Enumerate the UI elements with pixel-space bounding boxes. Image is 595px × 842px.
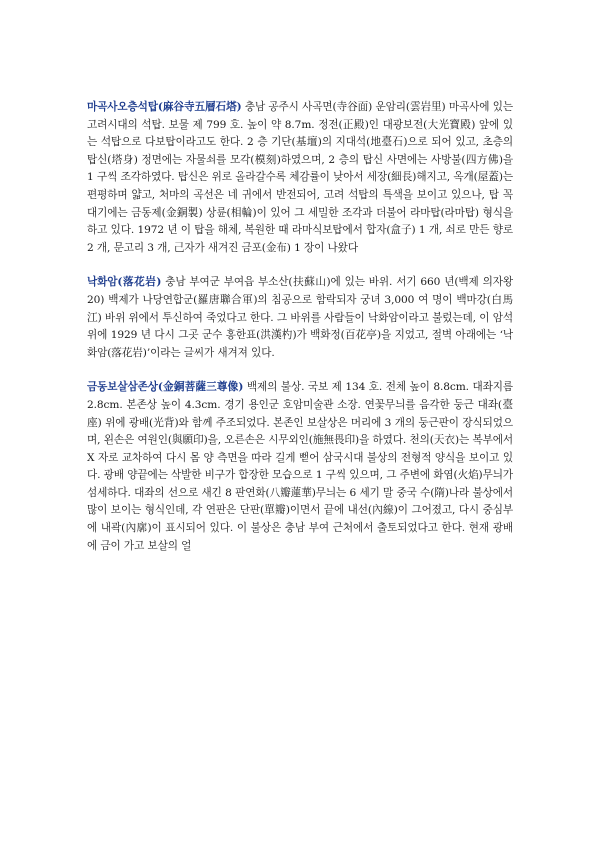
entry-body: 백제의 불상. 국보 제 134 호. 전체 높이 8.8cm. 대좌지름 2.8cm. 본존상 높이 4.3cm. 경기 용인군 호암미술관 소장. 연꽃무늬를 음각한 둥근 대좌(臺座) 위에 광배(光背)와 함께 주조되었다. 본존인 보살상은 머리에 3 개의 둥근판이 장식되었으며, 왼손은 여원인(與願印)을, 오른손은 시무외인(施無畏印)을 하였다. 천의(天衣)는 복부에서 X 자로 교차하여 다시 몸 양 측면을 따라 길게 뻗어 삼국시대 불상의 전형적 양식을 보이고 있다. 광배 양끝에는 삭발한 비구가 합장한 모습으로 1 구씩 있으며, 그 주변에 화염(火焰)무늬가 섬세하다. 대좌의 선으로 새긴 8 판연화(八瓣蓮華)무늬는 6 세기 말 중국 수(隋)나라 불상에서 많이 보이는 형식인데, 각 연판은 단판(單瓣)이면서 끝에 내선(內線)이 그어졌고, 다시 중심부에 내곽(內廓)이 표시되어 있다. 이 불상은 충남 부여 근처에서 출토되었다고 한다. 현재 광배에 금이 가고 보살의 얼: [87, 381, 513, 552]
entry-heading: 낙화암(落花岩): [87, 276, 162, 289]
entry-body: 충남 부여군 부여읍 부소산(扶蘇山)에 있는 바위. 서기 660 년(백제 의자왕 20) 백제가 나당연합군(羅唐聯合軍)의 침공으로 함락되자 궁녀 3,000 여 명이 백마강(白馬江) 바위 위에서 투신하여 죽었다고 한다. 그 바위를 사람들이 낙화암이라고 불렀는데, 이 암석 위에 1929 년 다시 그곳 군수 홍한표(洪漢杓)가 백화정(百花亭)을 지었고, 절벽 아래에는 ‘낙화암(落花岩)’이라는 글씨가 새겨져 있다.: [87, 276, 513, 359]
entry-heading: 금동보살삼존상(金銅菩薩三尊像): [87, 381, 244, 394]
document-page: [87, 99, 513, 555]
entry-heading: 마곡사오층석탑(麻谷寺五層石塔): [87, 101, 242, 113]
entry-nakhwaam: [87, 274, 513, 362]
entry-gilt-bronze-triad: [87, 379, 513, 555]
entry-body: 충남 공주시 사곡면(寺谷面) 운암리(雲岩里) 마곡사에 있는 고려시대의 석탑. 보물 제 799 호. 높이 약 8.7m. 정전(正殿)인 대광보전(大光寶殿) 앞에 있는 석탑으로 다보탑이라고도 한다. 2 층 기단(基壇)의 지대석(地臺石)으로 되어 있고, 초층의 탑신(塔身) 정면에는 자물쇠를 모각(模刻)하였으며, 2 층의 탑신 사면에는 사방불(四方佛)을 1 구씩 조각하였다. 탑신은 위로 올라갈수록 체감률이 낮아서 세장(細長)해지고, 옥개(屋蓋)는 편평하며 얇고, 처마의 곡선은 네 귀에서 반전되어, 고려 석탑의 특색을 보이고 있으나, 탑 꼭대기에는 금동제(金銅製) 상륜(相輪)이 있어 그 세밀한 조각과 더불어 라마탑(라마탑) 형식을 하고 있다. 1972 년 이 탑을 해체, 복원한 때 라마식보탑에서 합자(盒子) 1 개, 쇠로 만든 향로 2 개, 문고리 3 개, 己자가 새겨진 금포(金布) 1 장이 나왔다: [87, 101, 514, 254]
entry-magoksa-pagoda: [87, 99, 513, 257]
